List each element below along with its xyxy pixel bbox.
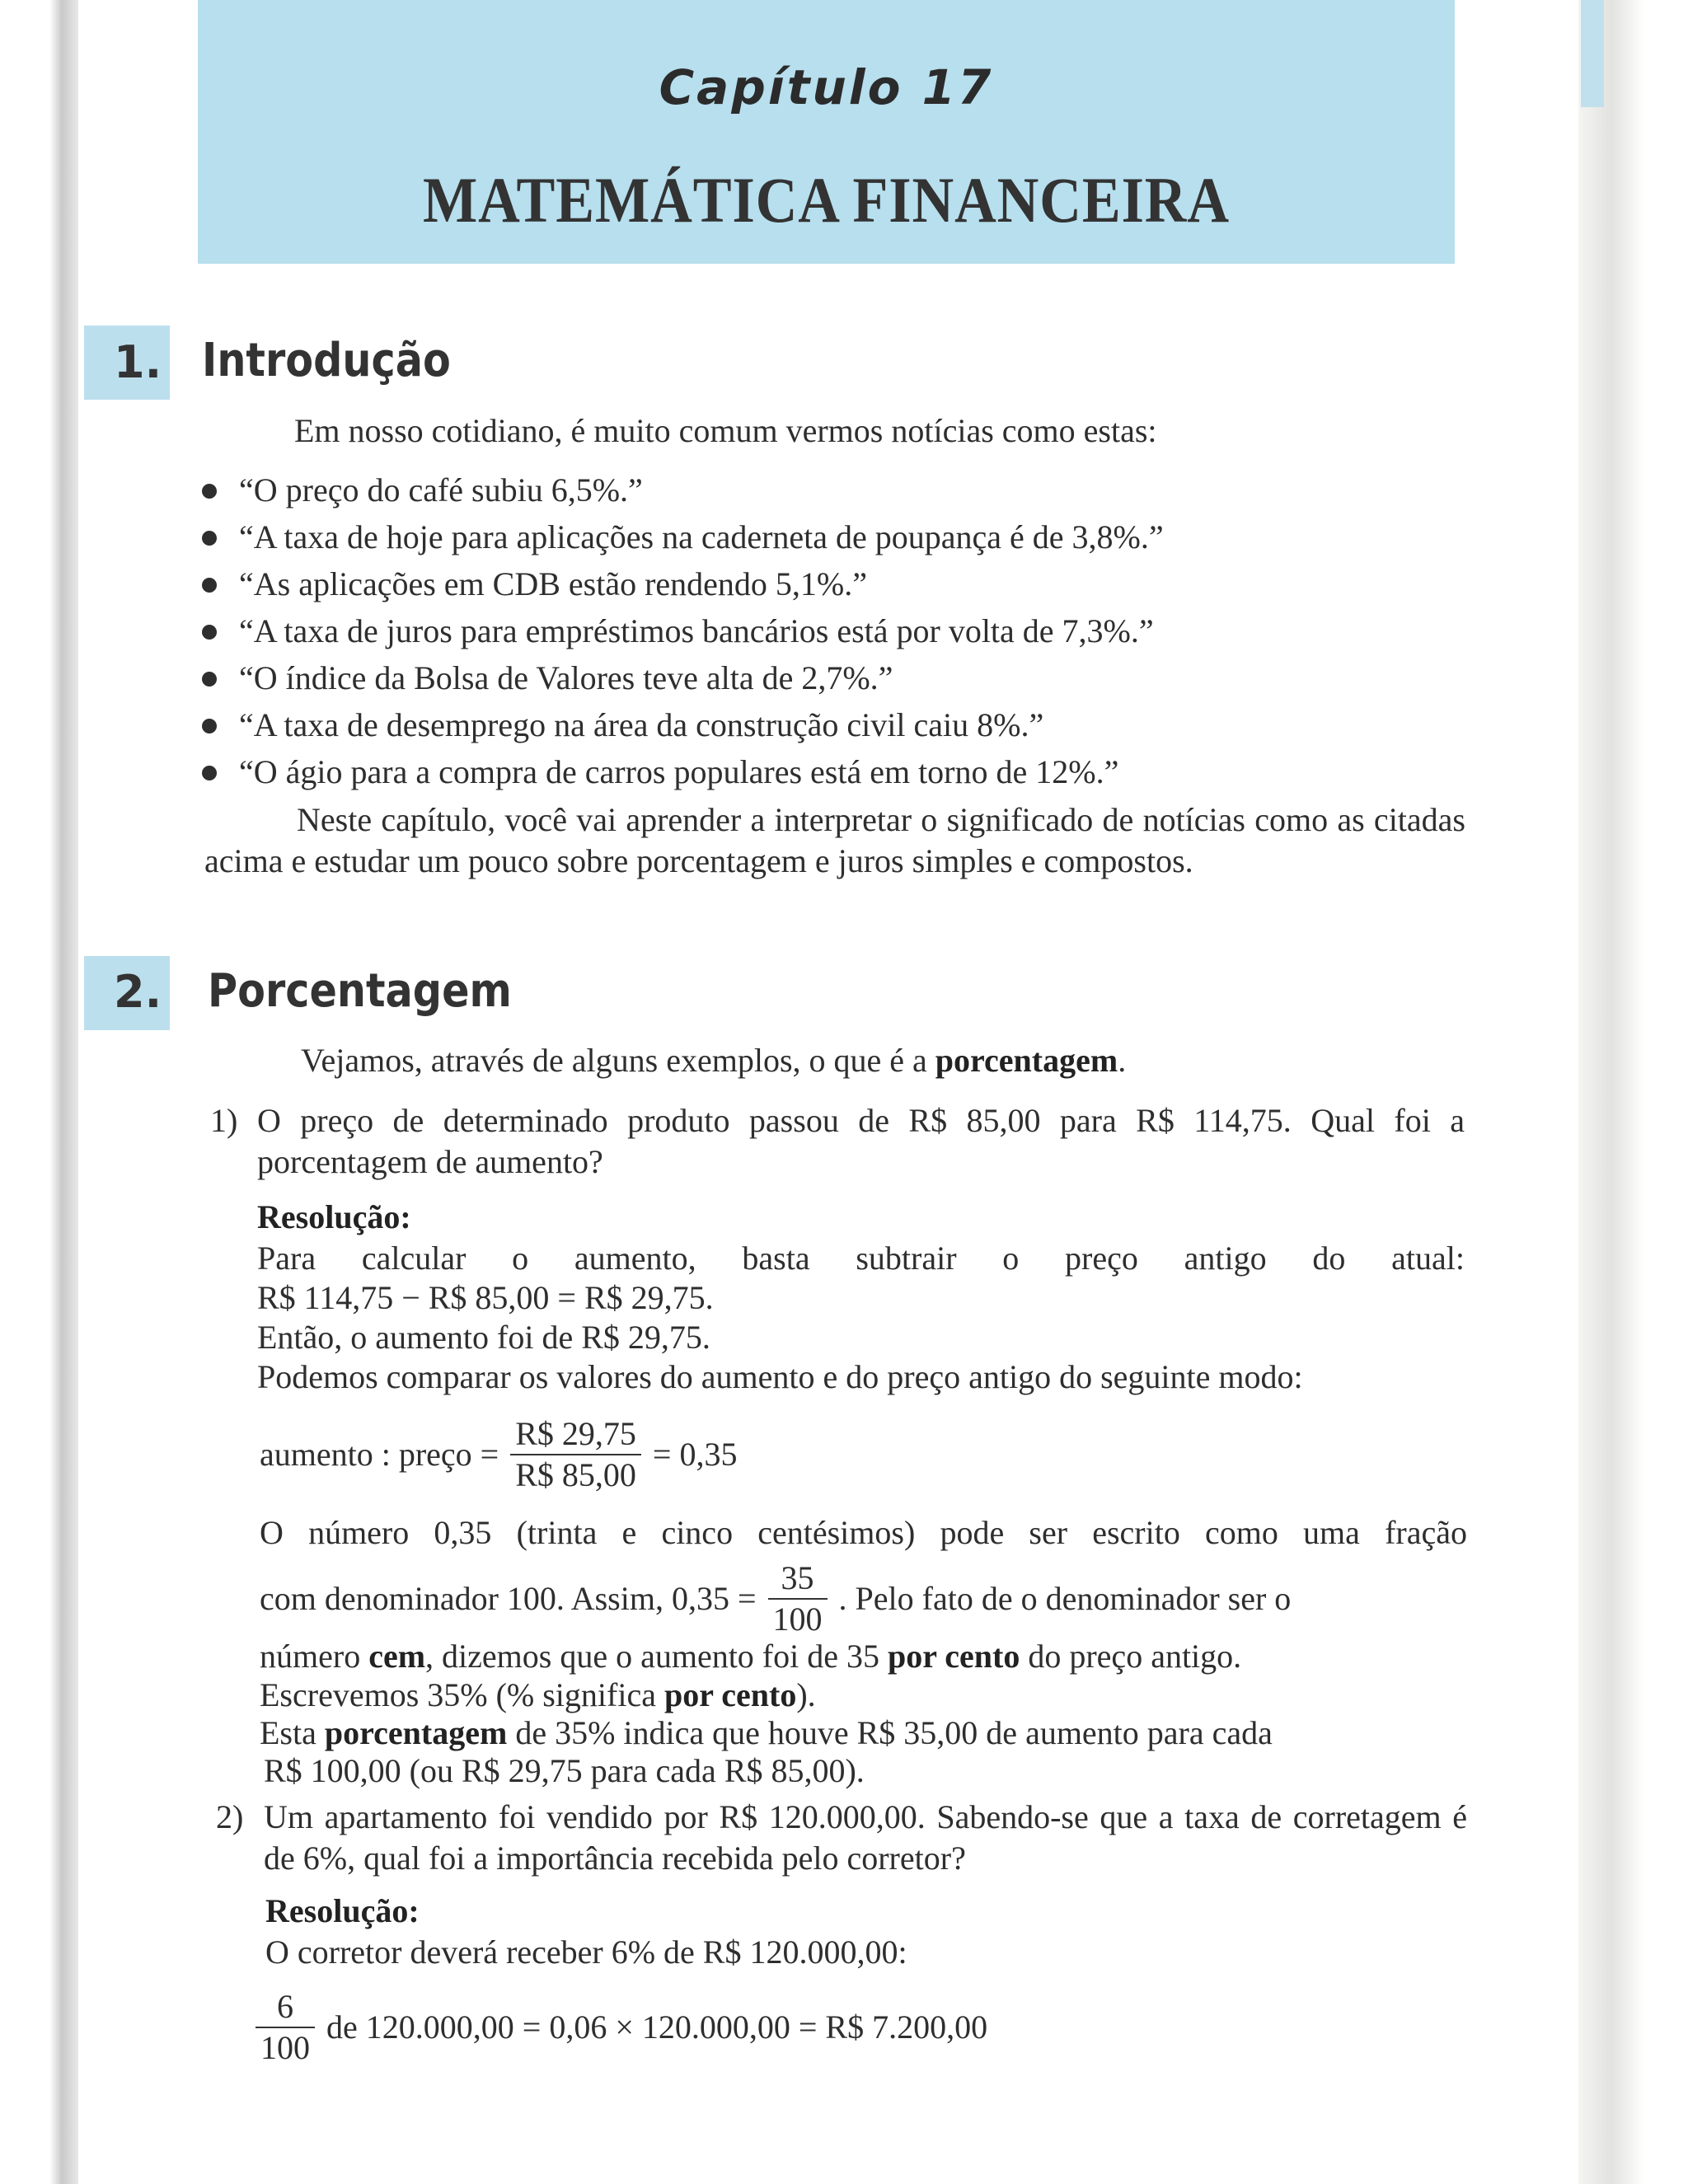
- bullet-icon: [202, 766, 217, 780]
- chapter-title: MATEMÁTICA FINANCEIRA: [423, 164, 1230, 236]
- intro-paragraph: Em nosso cotidiano, é muito comum vermos notícias como estas:: [294, 412, 1157, 449]
- explanation-line: Escrevemos 35% (% significa por cento).: [260, 1676, 816, 1713]
- list-item: “A taxa de desemprego na área da construção civil caiu 8%.”: [202, 701, 1164, 748]
- ratio-equation: aumento : preço = $\frac{R\$ 29,75}{R\$ 85,00}$ = 0,35: [260, 1415, 738, 1493]
- explanation-line: Esta porcentagem de 35% indica que houve R$ 35,00 de aumento para cada: [260, 1714, 1273, 1751]
- list-item: “O preço do café subiu 6,5%.”: [202, 466, 1164, 513]
- section-intro: Vejamos, através de alguns exemplos, o que é a porcentagem.: [301, 1042, 1127, 1079]
- chapter-label: Capítulo 17: [659, 59, 994, 115]
- resolution-line: Podemos comparar os valores do aumento e do preço antigo do seguinte modo:: [257, 1358, 1303, 1395]
- news-list: [202, 466, 1164, 795]
- section-number: 2.: [114, 966, 162, 1018]
- bullet-icon: [202, 625, 217, 640]
- fraction: $\frac{R\$ 29,75}{R\$ 85,00}$: [510, 1414, 641, 1495]
- explanation-line: número cem, dizemos que o aumento foi de 35 por cento do preço antigo.: [260, 1638, 1242, 1675]
- closing-paragraph: Neste capítulo, você vai aprender a interpretar o significado de notícias como as citadas acima e estudar um pouco sobre porcentagem e juros simples e compostos.: [204, 801, 1465, 879]
- resolution-label: Resolução:: [265, 1892, 420, 1929]
- page-gutter-shadow: [0, 0, 78, 2184]
- bullet-icon: [202, 578, 217, 593]
- resolution-line: Então, o aumento foi de R$ 29,75.: [257, 1319, 710, 1356]
- list-item: “A taxa de hoje para aplicações na caderneta de poupança é de 3,8%.”: [202, 513, 1164, 560]
- fraction: $\frac{6}{100}$: [256, 1987, 315, 2068]
- section-number: 1.: [114, 336, 162, 388]
- page-edge-shadow: [1578, 0, 1688, 2184]
- bullet-icon: [202, 672, 217, 687]
- list-item: “As aplicações em CDB estão rendendo 5,1%.”: [202, 560, 1164, 607]
- example-question: Um apartamento foi vendido por R$ 120.000,00. Sabendo-se que a taxa de corretagem é de 6%, qual foi a importância recebida pelo corretor?: [264, 1798, 1467, 1877]
- explanation-line: R$ 100,00 (ou R$ 29,75 para cada R$ 85,00).: [264, 1752, 865, 1789]
- list-item: “O índice da Bolsa de Valores teve alta de 2,7%.”: [202, 654, 1164, 701]
- section-title: Introdução: [202, 334, 451, 387]
- example-number: 1): [210, 1102, 238, 1139]
- list-item: “O ágio para a compra de carros populares está em torno de 12%.”: [202, 748, 1164, 795]
- commission-equation: $\frac{6}{100}$ de 120.000,00 = 0,06 × 120.000,00 = R$ 7.200,00: [256, 1982, 987, 2073]
- page-edge-strip: [1581, 0, 1604, 107]
- example-number: 2): [216, 1798, 244, 1835]
- explanation-line: O número 0,35 (trinta e cinco centésimos) pode ser escrito como uma fração: [260, 1514, 1467, 1551]
- resolution-line: Para calcular o aumento, basta subtrair o preço antigo do atual:: [257, 1240, 1465, 1277]
- list-item: “A taxa de juros para empréstimos bancários está por volta de 7,3%.”: [202, 607, 1164, 654]
- fraction: $\frac{35}{100}$: [768, 1558, 828, 1639]
- resolution-line: O corretor deverá receber 6% de R$ 120.000,00:: [265, 1933, 907, 1971]
- resolution-line: R$ 114,75 − R$ 85,00 = R$ 29,75.: [257, 1279, 714, 1316]
- section-title: Porcentagem: [208, 964, 512, 1018]
- explanation-line: com denominador 100. Assim, 0,35 = $\frac{35}{100}$ . Pelo fato de o denominador ser o: [260, 1559, 1292, 1638]
- bullet-icon: [202, 719, 217, 733]
- bullet-icon: [202, 531, 217, 546]
- bullet-icon: [202, 484, 217, 499]
- example-question: O preço de determinado produto passou de R$ 85,00 para R$ 114,75. Qual foi a porcentagem de aumento?: [257, 1102, 1465, 1180]
- resolution-label: Resolução:: [257, 1198, 411, 1235]
